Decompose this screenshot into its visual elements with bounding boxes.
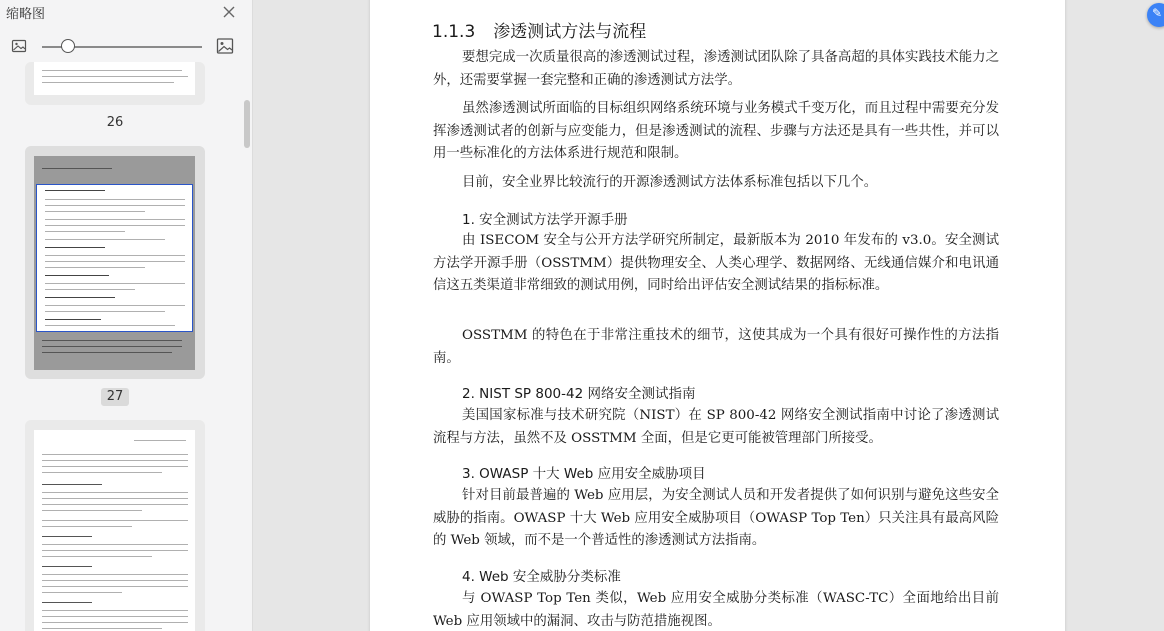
visible-area-indicator — [36, 184, 193, 332]
zoom-slider-handle[interactable] — [61, 39, 75, 53]
item-heading: 2. NIST SP 800-42 网络安全测试指南 — [462, 386, 696, 402]
section-heading — [432, 17, 646, 42]
paragraph: 目前，安全业界比较流行的开源渗透测试方法体系标准包括以下几个。 — [462, 175, 878, 190]
paragraph: 由 ISECOM 安全与公开方法学研究所制定，最新版本为 2010 年发布的 v3.0。安全测试方法学开源手册（OSSTMM）提供物理安全、人类心理学、数据网络、无线通信媒介和电讯通信这五类渠道非常细致的测试用例，同时给出评估安全测试结果的指标标准。 — [433, 233, 999, 294]
thumbnail-page-number-selected: 27 — [101, 388, 129, 406]
thumbnail-image — [34, 62, 195, 95]
paragraph: 虽然渗透测试所面临的目标组织网络系统环境与业务模式千变万化，而且过程中需要充分发挥渗透测试者的创新与应变能力，但是渗透测试的流程、步骤与方法还是具有一些共性，并可以用一些标准化的方法体系进行规范和限制。 — [433, 101, 999, 162]
paragraph: 要想完成一次质量很高的渗透测试过程，渗透测试团队除了具备高超的具体实践技术能力之外，还需要掌握一套完整和正确的渗透测试方法学。 — [433, 50, 999, 88]
paragraph: 与 OWASP Top Ten 类似，Web 应用安全威胁分类标准（WASC-TC）全面地给出目前Web 应用领域中的漏洞、攻击与防范措施视图。 — [433, 591, 999, 629]
thumbnail-page-26[interactable] — [25, 62, 205, 105]
item-heading: 1. 安全测试方法学开源手册 — [462, 212, 628, 228]
thumbnail-size-toolbar — [0, 36, 253, 58]
thumbnail-page-27[interactable] — [25, 146, 205, 379]
small-image-icon[interactable] — [11, 38, 27, 54]
thumbnail-page-number: 26 — [106, 115, 124, 130]
paragraph: 针对目前最普遍的 Web 应用层，为安全测试人员和开发者提供了如何识别与避免这些安全威胁的指南。OWASP 十大 Web 应用安全威胁项目（OWASP Top Ten）只关注具有最高风险的 Web 领域，而不是一个普适性的渗透测试方法指南。 — [433, 488, 999, 549]
large-image-icon[interactable] — [216, 37, 234, 55]
document-viewer[interactable] — [254, 0, 1164, 631]
section-number: 1.1.3 — [432, 22, 476, 42]
thumbnail-sidebar — [0, 0, 253, 631]
thumbnail-image — [34, 156, 195, 370]
thumbnail-image — [34, 430, 195, 631]
assistant-floating-button[interactable] — [1147, 3, 1164, 27]
item-heading: 4. Web 安全威胁分类标准 — [462, 569, 621, 585]
item-heading: 3. OWASP 十大 Web 应用安全威胁项目 — [462, 466, 706, 482]
document-page — [370, 0, 1065, 631]
close-icon[interactable] — [220, 3, 238, 21]
thumbnail-page-28[interactable] — [25, 420, 205, 631]
sidebar-scrollbar[interactable] — [244, 100, 250, 148]
paragraph: OSSTMM 的特色在于非常注重技术的细节，这使其成为一个具有很好可操作性的方法指南。 — [433, 328, 999, 366]
sidebar-title: 缩略图 — [6, 7, 46, 22]
section-title: 渗透测试方法与流程 — [493, 22, 647, 42]
assistant-icon: ✎ — [1152, 6, 1163, 20]
paragraph: 美国国家标准与技术研究院（NIST）在 SP 800-42 网络安全测试指南中讨论了渗透测试流程与方法，虽然不及 OSSTMM 全面，但是它更可能被管理部门所接受。 — [433, 408, 999, 446]
